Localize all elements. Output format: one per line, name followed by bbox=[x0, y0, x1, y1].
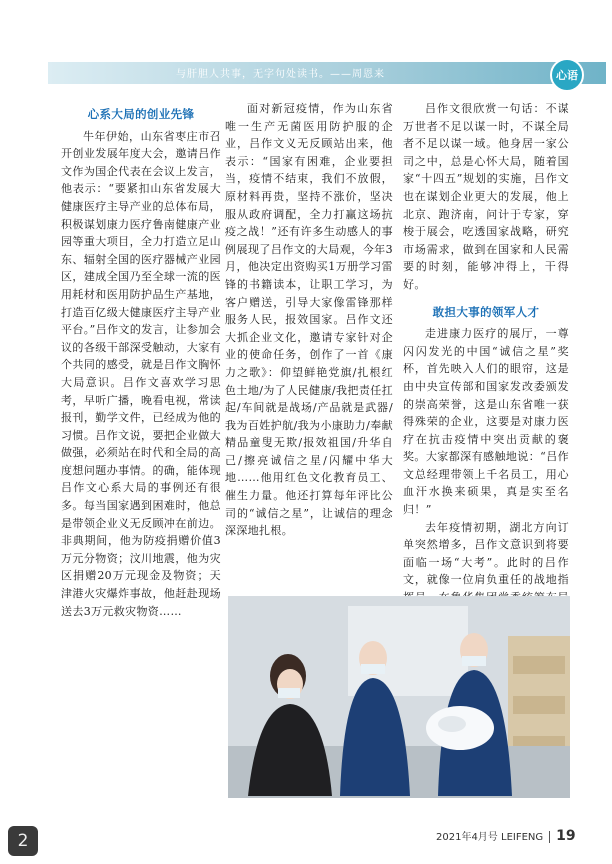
paragraph-3-text: 吕作文很欣赏一句话：不谋万世者不足以谋一时，不谋全局者不足以谋一域。他身居一家公司之中，总是心怀大局，随着国家“十四五”规划的实施，吕作文也在谋划企业更大的发展，他上北京、跑济南，问计于专家，穿梭于展会，吃透国家战略，研究市场需求，做到在国家和人民需要的时刻，能够冲得上，干得好。 bbox=[403, 102, 569, 291]
footer-page-number: 19 bbox=[556, 828, 576, 844]
header-quote: 与肝胆人共事，无字句处读书。——周恩来 bbox=[176, 69, 385, 80]
footer-issue: 2021年4月号 bbox=[436, 832, 498, 843]
paragraph-5-text: 去年疫情初期，湖北方向订单突然增多，吕作文意识到将要面临一场“大考”。此时的吕作文，就像一位肩负重任的战地指 bbox=[403, 520, 569, 587]
paragraph-4-text: 走进康力医疗的展厅，一尊闪闪发光的中国“诚信之星”奖杯，首先映入人们的眼帘，这是由中央宣传部和国家发改委颁发的崇高荣誉，这是山东省唯一获得殊荣的企业，这要是对康力医疗在抗击疫情中突出贡献的褒奖。大家都深有感触地说：“吕作文总经理带领上千名员工，用心血汗水换来硕果，真是实至名归！” bbox=[403, 327, 569, 517]
paragraph-4 bbox=[403, 325, 569, 519]
paragraph-1 bbox=[61, 128, 221, 621]
viewer-page-badge[interactable]: 2 bbox=[8, 826, 38, 856]
footer-magazine: LEIFENG bbox=[501, 832, 544, 843]
factory-photo bbox=[228, 596, 570, 798]
column-3 bbox=[403, 100, 569, 624]
section-heading-1: 心系大局的创业先锋 bbox=[87, 107, 195, 121]
page-footer bbox=[436, 828, 576, 844]
paragraph-2 bbox=[225, 100, 393, 540]
paragraph-1-text: 牛年伊始，山东省枣庄市召开创业发展年度大会，邀请吕作文作为国企代表在会议上发言，他表示：“要紧扣山东省发展大健康医疗主导产业的总体布局，积极谋划康力医疗鲁南健康产业园等重大项目，全力打造立足山东、辐射全国的医疗器械产业园区，建成全国乃至全球一流的医用耗材和医用防护品生产基地，打造百亿级大健康医疗主导产业平台。”吕作文的发言，让参加会议的各级干部深受触动，大家有个共同的感受，就是吕作文胸怀大局意识。吕作文喜欢学习思考，早听广播，晚看电视，常读报刊，勤学文件，已经成为他的习惯。吕作文说，要把企业做大做强，必须站在时代和全局的高度想问题办事情。的确，能体现吕作文心系大局的事例还有很多。每当国家遇到困难时，他总是带领企业义无反顾冲在前边。非典期间，他为防疫捐赠价值3万元分物资；汶川地震，他为灾区捐赠20万元现金及物资；天津港火灾爆炸事故，他赶赴现场送去3万元救灾物资…… bbox=[61, 129, 221, 618]
footer-divider bbox=[549, 831, 550, 843]
column-badge: 心语 bbox=[550, 58, 584, 92]
column-2 bbox=[225, 100, 393, 540]
factory-photo-illustration bbox=[228, 596, 570, 798]
paragraph-3 bbox=[403, 100, 569, 294]
column-1 bbox=[61, 106, 221, 620]
paragraph-2-text: 面对新冠疫情，作为山东省唯一生产无菌医用防护服的企业，吕作文义无反顾站出来，他表示：“国家有困难，企业要担当，疫情不结束，我们不放假，原材料再贵，坚持不涨价，坚决服从政府调配，全力打赢这场抗疫之战！”还有许多生动感人的事例展现了吕作文的大局观，今年3月，他决定出资购买1万册学习雷锋的书籍读本，让职工学习，为客户赠送，引导大家像雷锋那样服务人民，报效国家。吕作文还大抓企业文化，邀请专家针对企业的使命任务，创作了一首《康力之歌》：仰望鲜艳党旗/扎根红色土地/为了人民健康/我把责任扛起/车间就是战场/产品就是武器/我为百姓护航/我为小康助力/奉献精品童叟无欺/报效祖国/升华自己/擦亮诚信之星/闪耀中华大地……他用红色文化教育员工、催生力量。他还打算每年评比公司的“诚信之星”，让诚信的理念深深地扎根。 bbox=[225, 102, 393, 538]
section-heading-2: 敢担大事的领军人才 bbox=[432, 304, 540, 319]
